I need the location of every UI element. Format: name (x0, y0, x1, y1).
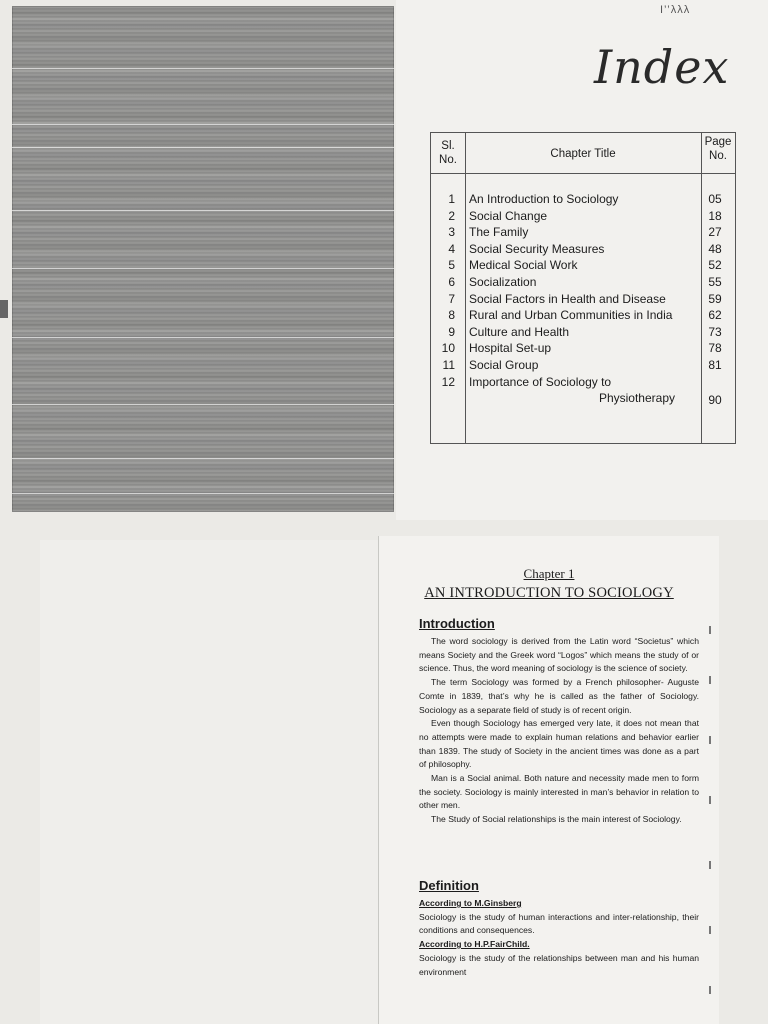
table-row (431, 191, 735, 208)
row-title: Hospital Set-up (469, 341, 552, 356)
index-table (430, 132, 736, 444)
row-page: 78 (708, 341, 722, 356)
row-page: 27 (708, 225, 722, 240)
table-row (431, 340, 735, 357)
margin-tick (709, 736, 711, 744)
margin-tick (709, 861, 711, 869)
scan-streak (12, 124, 394, 125)
row-page: 55 (708, 274, 722, 289)
definition-source: According to H.P.FairChild. (419, 939, 530, 950)
row-sl: 8 (448, 308, 455, 323)
scan-streak (12, 458, 394, 459)
definition-body (419, 897, 699, 979)
row-page: 73 (708, 324, 722, 339)
row-sl: 9 (448, 324, 455, 339)
row-sl: 3 (448, 225, 455, 240)
row-page: 59 (708, 291, 722, 306)
header-page-no: Page No. (704, 136, 732, 162)
chapter-title: AN INTRODUCTION TO SOCIOLOGY (424, 585, 674, 601)
scan-streak (12, 147, 394, 148)
introduction-heading: Introduction (419, 616, 495, 631)
row-sl: 1 (448, 192, 455, 206)
row-title: Socialization (469, 274, 537, 289)
row-title: Medical Social Work (469, 258, 578, 273)
row-page: 52 (708, 258, 722, 273)
row-title: Social Security Measures (469, 241, 605, 256)
paragraph: The word sociology is derived from the Latin word “Societus” which means Society and the Greek word “Logos” which means the study of or science. Thus, the word meaning of sociology is the science of society. (419, 636, 699, 674)
row-sl: 7 (448, 291, 455, 306)
row-sl: 10 (441, 341, 455, 356)
row-page: 05 (708, 192, 722, 206)
top-scribble: I’’λλλ (660, 4, 691, 16)
table-row (431, 324, 735, 341)
row-sl: 4 (448, 241, 455, 256)
definition-text: Sociology is the study of the relationships between man and his human environment (419, 952, 699, 977)
margin-tick (709, 796, 711, 804)
index-page (396, 0, 768, 520)
introduction-body (419, 635, 699, 827)
scan-streak (12, 210, 394, 211)
margin-marks (709, 626, 711, 1006)
row-sl: 11 (442, 357, 455, 372)
paragraph: The term Sociology was formed by a French philosopher- Auguste Comte in 1839, that’s why he is called as the father of Sociology. Sociology as a separate field of study is of recent origin. (419, 677, 699, 715)
row-title: The Family (469, 225, 529, 240)
scan-streak (12, 404, 394, 405)
row-sl: 12 (441, 374, 455, 389)
row-sl: 2 (448, 208, 455, 223)
margin-tick (709, 626, 711, 634)
paragraph: The Study of Social relationships is the main interest of Sociology. (431, 814, 682, 825)
table-row (431, 374, 735, 391)
paragraph: Even though Sociology has emerged very late, it does not mean that no attempts were made to explain human relations and behavior earlier than 1839. The study of Society in the ancient times was done as a part of philosophy. (419, 718, 699, 770)
row-sl: 5 (448, 258, 455, 273)
header-sl-no: Sl. No. (439, 140, 457, 166)
table-row (431, 274, 735, 291)
row-title: Importance of Sociology to (469, 374, 612, 389)
margin-tick (709, 676, 711, 684)
margin-tick (709, 986, 711, 994)
row-title: Social Group (469, 357, 539, 372)
row-title: An Introduction to Sociology (469, 192, 619, 206)
row-title: Rural and Urban Communities in India (469, 308, 673, 323)
row-title: Social Change (469, 208, 548, 223)
blank-page (40, 540, 380, 1024)
index-title: Index (594, 40, 730, 94)
table-row (431, 357, 735, 374)
row-page: 81 (708, 357, 722, 372)
row-page: 62 (708, 308, 722, 323)
table-row (431, 208, 735, 225)
scan-streak (12, 68, 394, 69)
row-title: Culture and Health (469, 324, 570, 339)
chapter-number: Chapter 1 (523, 566, 575, 581)
row-title: Social Factors in Health and Disease (469, 291, 666, 306)
row-page: 18 (708, 208, 722, 223)
paragraph: Man is a Social animal. Both nature and necessity made men to form the society. Sociology is mainly interested in man’s behavior in relation to other men. (419, 773, 699, 811)
chapter-page (378, 536, 719, 1024)
scan-streak (12, 493, 394, 494)
scan-streak (12, 268, 394, 269)
scanned-blank-page (12, 6, 394, 512)
table-row (431, 241, 735, 258)
row-page: 90 (708, 393, 722, 408)
row-sl: 6 (448, 274, 455, 289)
row-page: 48 (708, 241, 722, 256)
margin-tick (709, 926, 711, 934)
binding-mark (0, 300, 8, 318)
table-row (431, 257, 735, 274)
index-rows (431, 191, 735, 408)
table-row-continuation (431, 390, 735, 408)
header-chapter-title: Chapter Title (550, 148, 616, 160)
table-row (431, 291, 735, 308)
scan-streak (12, 337, 394, 338)
row-title-continuation: Physiotherapy (598, 391, 675, 406)
definition-text: Sociology is the study of human interactions and inter-relationship, their conditions and consequences. (419, 911, 699, 936)
header-divider (431, 173, 735, 174)
table-row (431, 307, 735, 324)
definition-source: According to M.Ginsberg (419, 898, 522, 908)
table-row (431, 224, 735, 241)
definition-heading: Definition (419, 878, 479, 893)
